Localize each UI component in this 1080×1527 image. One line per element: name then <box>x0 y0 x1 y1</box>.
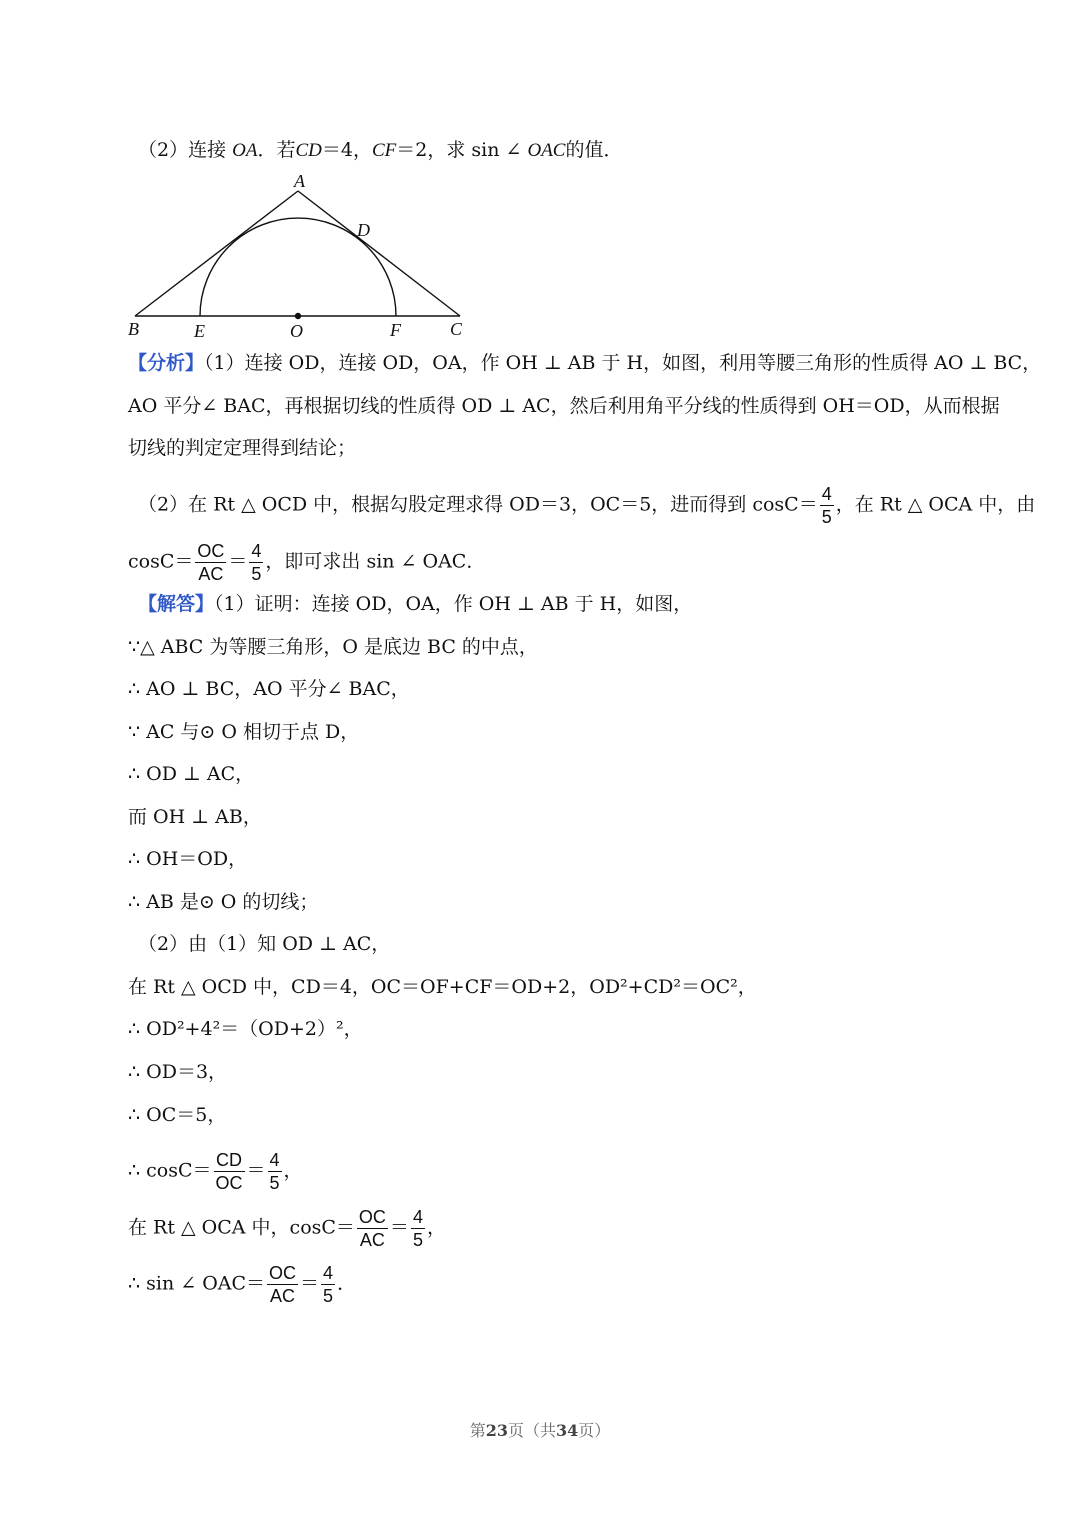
fraction: $\frac{CD}{OC}$ <box>215 1150 243 1193</box>
fraction: $\frac{OC}{AC}$ <box>358 1207 386 1250</box>
fraction: $\frac{4}{5}$ <box>412 1207 423 1250</box>
analysis-tag: 【分析】 <box>128 352 205 374</box>
label-b: B <box>128 319 139 339</box>
analysis-line-4: （2）在 Rt △ OCD 中，根据勾股定理求得 OD＝3，OC＝5，进而得到 cosC＝ $\frac{4}{5}$ ，在 Rt △ OCA 中，由 <box>138 484 1036 527</box>
solution-line-11: ∴ OD²+4²＝（OD+2）²， <box>128 1018 363 1040</box>
solution-line-12: ∴ OD＝3， <box>128 1061 228 1083</box>
solution-line-8: ∴ AB 是⊙ O 的切线； <box>128 891 319 913</box>
solution-line-5: ∴ OD ⊥ AC， <box>128 763 255 785</box>
page-footer: 第23页（共34页） <box>469 1421 611 1440</box>
geometry-figure <box>120 170 480 345</box>
label-f: F <box>390 320 401 340</box>
fraction: $\frac{4}{5}$ <box>821 484 832 527</box>
label-d: D <box>357 220 370 240</box>
fraction: $\frac{OC}{AC}$ <box>197 541 225 584</box>
solution-line-1: 【解答】（1）证明：连接 OD，OA，作 OH ⊥ AB 于 H，如图， <box>138 593 693 615</box>
segment-ab <box>135 191 298 316</box>
solution-line-14: ∴ cosC＝ $\frac{CD}{OC}$ ＝ $\frac{4}{5}$ ， <box>128 1150 303 1193</box>
label-a: A <box>294 171 305 191</box>
solution-line-4: ∵ AC 与⊙ O 相切于点 D， <box>128 721 360 743</box>
solution-line-10: 在 Rt △ OCD 中，CD＝4，OC＝OF+CF＝OD+2，OD²+CD²＝OC²， <box>128 976 757 998</box>
page-number: 23 <box>485 1421 508 1440</box>
solution-line-6: 而 OH ⊥ AB， <box>128 806 262 828</box>
solution-line-3: ∴ AO ⊥ BC，AO 平分∠ BAC， <box>128 678 410 700</box>
label-o: O <box>290 321 303 341</box>
label-c: C <box>450 319 463 339</box>
fraction: $\frac{4}{5}$ <box>251 541 262 584</box>
fraction: $\frac{OC}{AC}$ <box>269 1263 297 1306</box>
analysis-line-1: 【分析】（1）连接 OD，连接 OD，OA，作 OH ⊥ AB 于 H，如图，利用等腰三角形的性质得 AO ⊥ BC， <box>128 352 1042 374</box>
analysis-line-2: AO 平分∠ BAC，再根据切线的性质得 OD ⊥ AC，然后利用角平分线的性质得到 OH＝OD，从而根据 <box>128 395 1000 417</box>
analysis-line-5: cosC＝ $\frac{OC}{AC}$ ＝ $\frac{4}{5}$ ，即可求出 sin ∠ OAC． <box>128 541 486 584</box>
solution-line-15: 在 Rt △ OCA 中，cosC＝ $\frac{OC}{AC}$ ＝ $\frac{4}{5}$ ， <box>128 1207 446 1250</box>
label-e: E <box>194 321 205 341</box>
solution-line-9: （2）由（1）知 OD ⊥ AC， <box>138 933 391 955</box>
solution-line-16: ∴ sin ∠ OAC＝ $\frac{OC}{AC}$ ＝ $\frac{4}{5}$ ． <box>128 1263 357 1306</box>
fraction: $\frac{4}{5}$ <box>269 1150 280 1193</box>
solution-line-2: ∵△ ABC 为等腰三角形，O 是底边 BC 的中点， <box>128 636 538 658</box>
problem-statement: （2）连接 OA．若CD＝4，CF＝2，求 sin ∠ OAC的值． <box>138 139 623 161</box>
segment-ac <box>298 191 460 316</box>
analysis-line-3: 切线的判定定理得到结论； <box>128 437 357 459</box>
solution-tag: 【解答】 <box>138 593 215 615</box>
fraction: $\frac{4}{5}$ <box>323 1263 334 1306</box>
solution-line-13: ∴ OC＝5， <box>128 1104 227 1126</box>
center-point-o <box>295 313 301 319</box>
page-total: 34 <box>556 1421 579 1440</box>
solution-line-7: ∴ OH＝OD， <box>128 848 248 870</box>
